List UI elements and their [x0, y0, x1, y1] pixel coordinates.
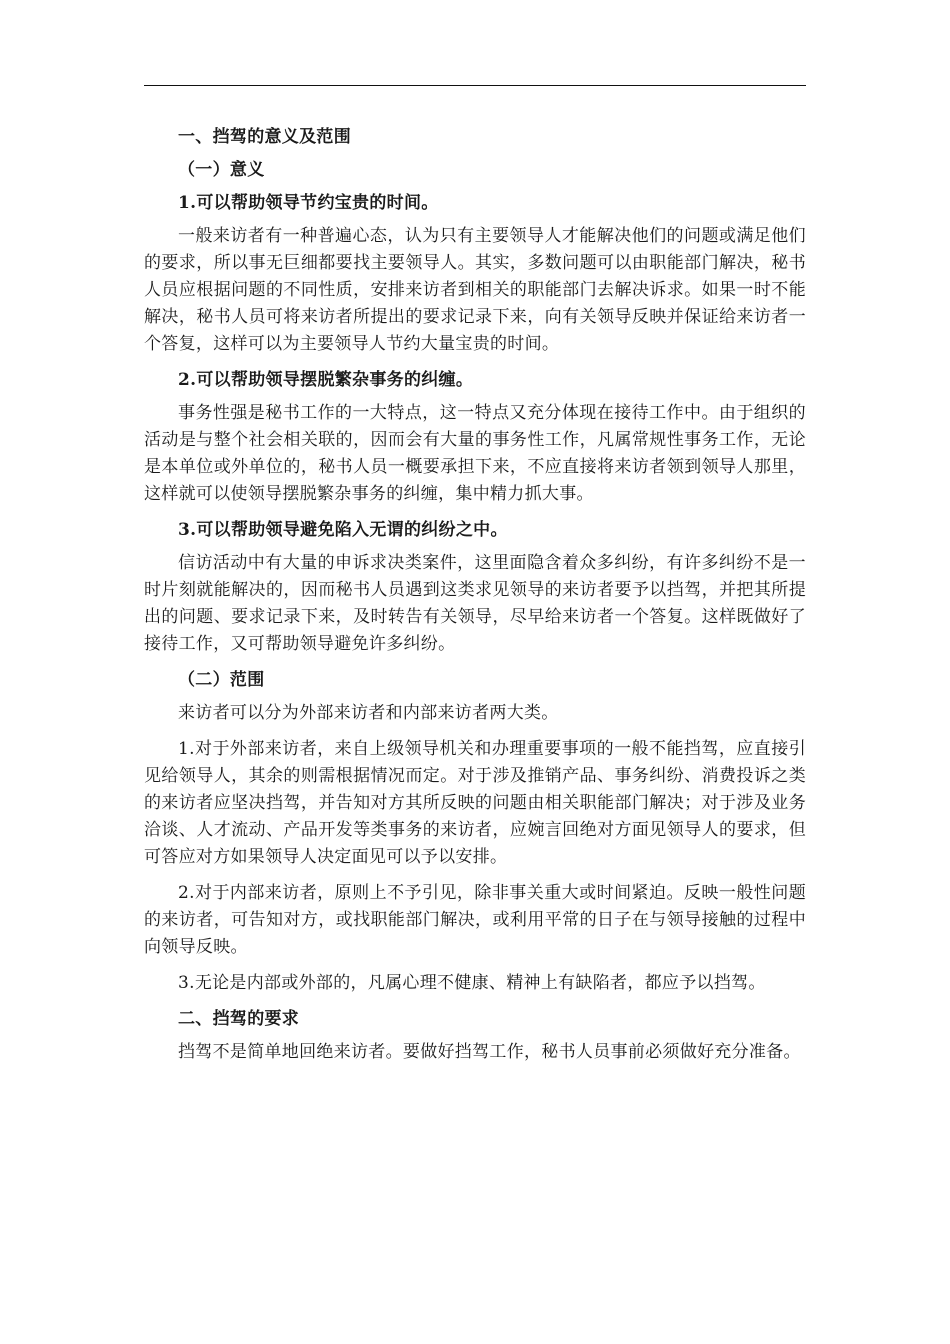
requirements-intro: 挡驾不是简单地回绝来访者。要做好挡驾工作，秘书人员事前必须做好充分准备。 [178, 1042, 801, 1062]
item-1-title: 1.可以帮助领导节约宝贵的时间。 [178, 193, 439, 213]
section-heading-1: 一、挡驾的意义及范围 [178, 127, 351, 147]
section-heading-2: 二、挡驾的要求 [178, 1009, 300, 1029]
item-2-title: 2.可以帮助领导摆脱繁杂事务的纠缠。 [178, 370, 474, 390]
scope-item-1: 1.对于外部来访者，来自上级领导机关和办理重要事项的一般不能挡驾，应直接引见给领导人，其余的则需根据情况而定。对于涉及推销产品、事务纠纷、消费投诉之类的来访者应坚决挡驾，并告知对方其所反映的问题由相关职能部门解决；对于涉及业务洽谈、人才流动、产品开发等类事务的来访者，应婉言回绝对方面见领导人的要求，但可答应对方如果领导人决定面见可以予以安排。 [144, 739, 806, 867]
scope-item-2: 2.对于内部来访者，原则上不予引见，除非事关重大或时间紧迫。反映一般性问题的来访者，可告知对方，或找职能部门解决，或利用平常的日子在与领导接触的过程中向领导反映。 [144, 883, 806, 957]
scope-intro: 来访者可以分为外部来访者和内部来访者两大类。 [178, 703, 559, 723]
item-1-body: 一般来访者有一种普遍心态，认为只有主要领导人才能解决他们的问题或满足他们的要求，所以事无巨细都要找主要领导人。其实，多数问题可以由职能部门解决，秘书人员应根据问题的不同性质，安排来访者到相关的职能部门去解决诉求。如果一时不能解决，秘书人员可将来访者所提出的要求记录下来，向有关领导反映并保证给来访者一个答复，这样可以为主要领导人节约大量宝贵的时间。 [144, 226, 806, 354]
item-3-body: 信访活动中有大量的申诉求决类案件，这里面隐含着众多纠纷，有许多纠纷不是一时片刻就能解决的，因而秘书人员遇到这类求见领导的来访者要予以挡驾，并把其所提出的问题、要求记录下来，及时转告有关领导，尽早给来访者一个答复。这样既做好了接待工作，又可帮助领导避免许多纠纷。 [144, 553, 806, 654]
subsection-heading-meaning: （一）意义 [178, 160, 265, 180]
item-3-title: 3.可以帮助领导避免陷入无谓的纠纷之中。 [178, 520, 508, 540]
header-rule [144, 85, 806, 86]
item-2-body: 事务性强是秘书工作的一大特点，这一特点又充分体现在接待工作中。由于组织的活动是与整个社会相关联的，因而会有大量的事务性工作，凡属常规性事务工作，无论是本单位或外单位的，秘书人员一概要承担下来，不应直接将来访者领到领导人那里，这样就可以使领导摆脱繁杂事务的纠缠，集中精力抓大事。 [144, 403, 806, 504]
document-body [144, 120, 806, 1066]
scope-item-3: 3.无论是内部或外部的，凡属心理不健康、精神上有缺陷者，都应予以挡驾。 [178, 973, 766, 993]
subsection-heading-scope: （二）范围 [178, 670, 265, 690]
